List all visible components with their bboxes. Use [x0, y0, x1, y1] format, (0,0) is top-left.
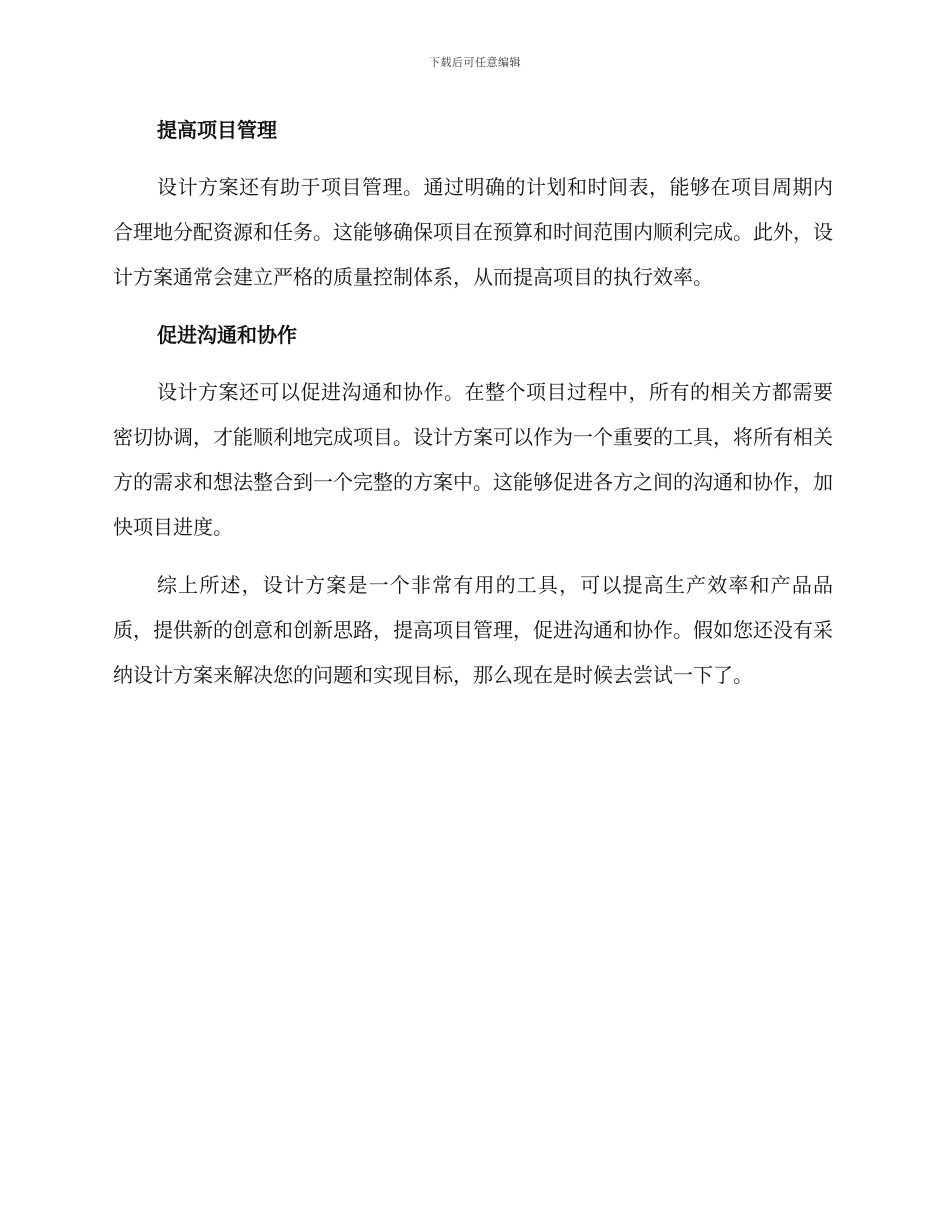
section-heading-project-management: 提高项目管理 — [157, 118, 277, 142]
page-header: 下载后可任意编辑 — [429, 56, 521, 69]
paragraph-project-management: 设计方案还有助于项目管理。通过明确的计划和时间表，能够在项目周期内合理地分配资源和任务。这能够确保项目在预算和时间范围内顺利完成。此外，设计方案通常会建立严格的质量控制体系，从而提高项目的执行效率。 — [113, 175, 833, 289]
document-body — [113, 108, 833, 698]
paragraph-conclusion: 综上所述，设计方案是一个非常有用的工具，可以提高生产效率和产品品质，提供新的创意和创新思路，提高项目管理，促进沟通和协作。假如您还没有采纳设计方案来解决您的问题和实现目标，那么现在是时候去尝试一下了。 — [113, 573, 833, 687]
section-heading-communication: 促进沟通和协作 — [157, 323, 297, 347]
paragraph-communication: 设计方案还可以促进沟通和协作。在整个项目过程中，所有的相关方都需要密切协调，才能顺利地完成项目。设计方案可以作为一个重要的工具，将所有相关方的需求和想法整合到一个完整的方案中。这能够促进各方之间的沟通和协作，加快项目进度。 — [113, 380, 833, 539]
